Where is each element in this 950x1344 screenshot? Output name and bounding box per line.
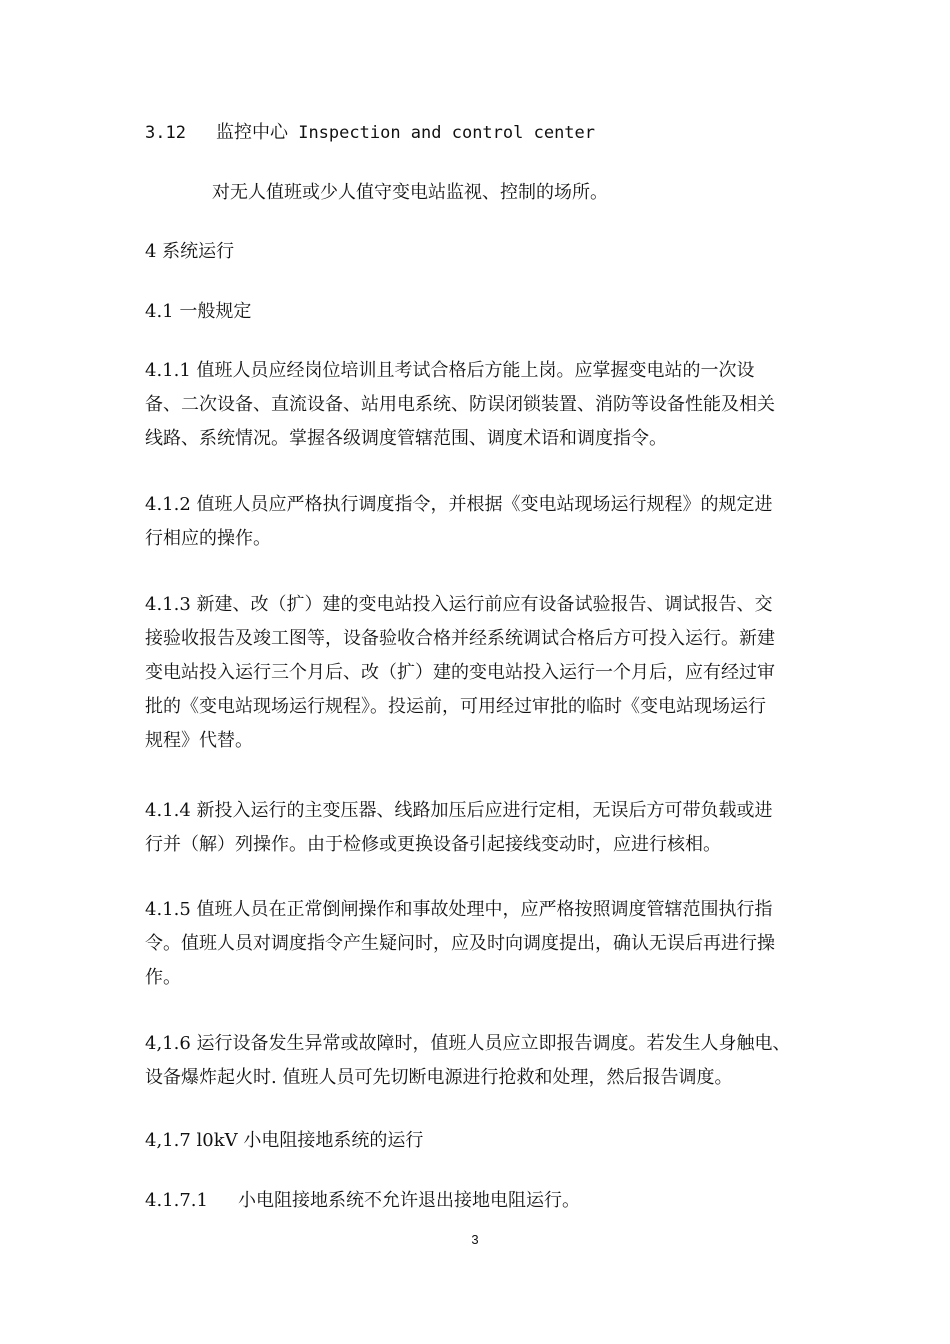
paragraph-4-1-2 — [145, 488, 807, 556]
clause-3-12-heading — [145, 116, 815, 150]
paragraph-line: 4.1.3 新建、改（扩）建的变电站投入运行前应有设备试验报告、调试报告、交 — [145, 594, 773, 615]
clause-title-cn: 监控中心 — [215, 122, 288, 143]
paragraph-line: 行相应的操作。 — [145, 528, 271, 549]
paragraph-line: 变电站投入运行三个月后、改（扩）建的变电站投入运行一个月后，应有经过审 — [145, 662, 775, 683]
paragraph-line: 接验收报告及竣工图等，设备验收合格并经系统调试合格后方可投入运行。新建 — [145, 628, 775, 649]
clause-number: 4.1.7.1 — [145, 1190, 208, 1211]
paragraph-line: 备、二次设备、直流设备、站用电系统、防误闭锁装置、消防等设备性能及相关 — [145, 394, 775, 415]
paragraph-4-1-3 — [145, 588, 807, 758]
paragraph-line: 4.1.1 值班人员应经岗位培训且考试合格后方能上岗。应掌握变电站的一次设 — [145, 360, 755, 381]
section-4-1-heading: 4.1 一般规定 — [145, 301, 252, 322]
paragraph-line: 4,1.6 运行设备发生异常或故障时，值班人员应立即报告调度。若发生人身触电、 — [145, 1033, 791, 1054]
paragraph-line: 作。 — [145, 967, 181, 988]
paragraph-line: 规程》代替。 — [145, 730, 253, 751]
clause-text: 小电阻接地系统不允许退出接地电阻运行。 — [237, 1190, 580, 1211]
clause-4-1-7-1 — [145, 1184, 815, 1218]
paragraph-4-1-1 — [145, 354, 807, 456]
section-4-heading: 4 系统运行 — [145, 241, 235, 262]
clause-number: 3.12 — [145, 123, 186, 143]
clause-4-1-7-heading: 4,1.7 l0kV 小电阻接地系统的运行 — [145, 1130, 424, 1151]
paragraph-4-1-5 — [145, 893, 807, 995]
clause-title-en: Inspection and control center — [298, 123, 596, 143]
page-number: 3 — [471, 1232, 479, 1247]
paragraph-line: 4.1.5 值班人员在正常倒闸操作和事故处理中，应严格按照调度管辖范围执行指 — [145, 899, 773, 920]
paragraph-line: 4.1.4 新投入运行的主变压器、线路加压后应进行定相，无误后方可带负载或进 — [145, 800, 773, 821]
paragraph-line: 4.1.2 值班人员应严格执行调度指令，并根据《变电站现场运行规程》的规定进 — [145, 494, 773, 515]
clause-3-12-definition: 对无人值班或少人值守变电站监视、控制的场所。 — [212, 182, 608, 203]
paragraph-line: 批的《变电站现场运行规程》。投运前，可用经过审批的临时《变电站现场运行 — [145, 696, 766, 717]
paragraph-line: 设备爆炸起火时. 值班人员可先切断电源进行抢救和处理，然后报告调度。 — [145, 1067, 733, 1088]
paragraph-line: 线路、系统情况。掌握各级调度管辖范围、调度术语和调度指令。 — [145, 428, 667, 449]
paragraph-line: 令。值班人员对调度指令产生疑问时，应及时向调度提出，确认无误后再进行操 — [145, 933, 775, 954]
paragraph-4-1-6 — [145, 1027, 807, 1095]
paragraph-line: 行并（解）列操作。由于检修或更换设备引起接线变动时，应进行核相。 — [145, 834, 721, 855]
paragraph-4-1-4 — [145, 794, 807, 862]
